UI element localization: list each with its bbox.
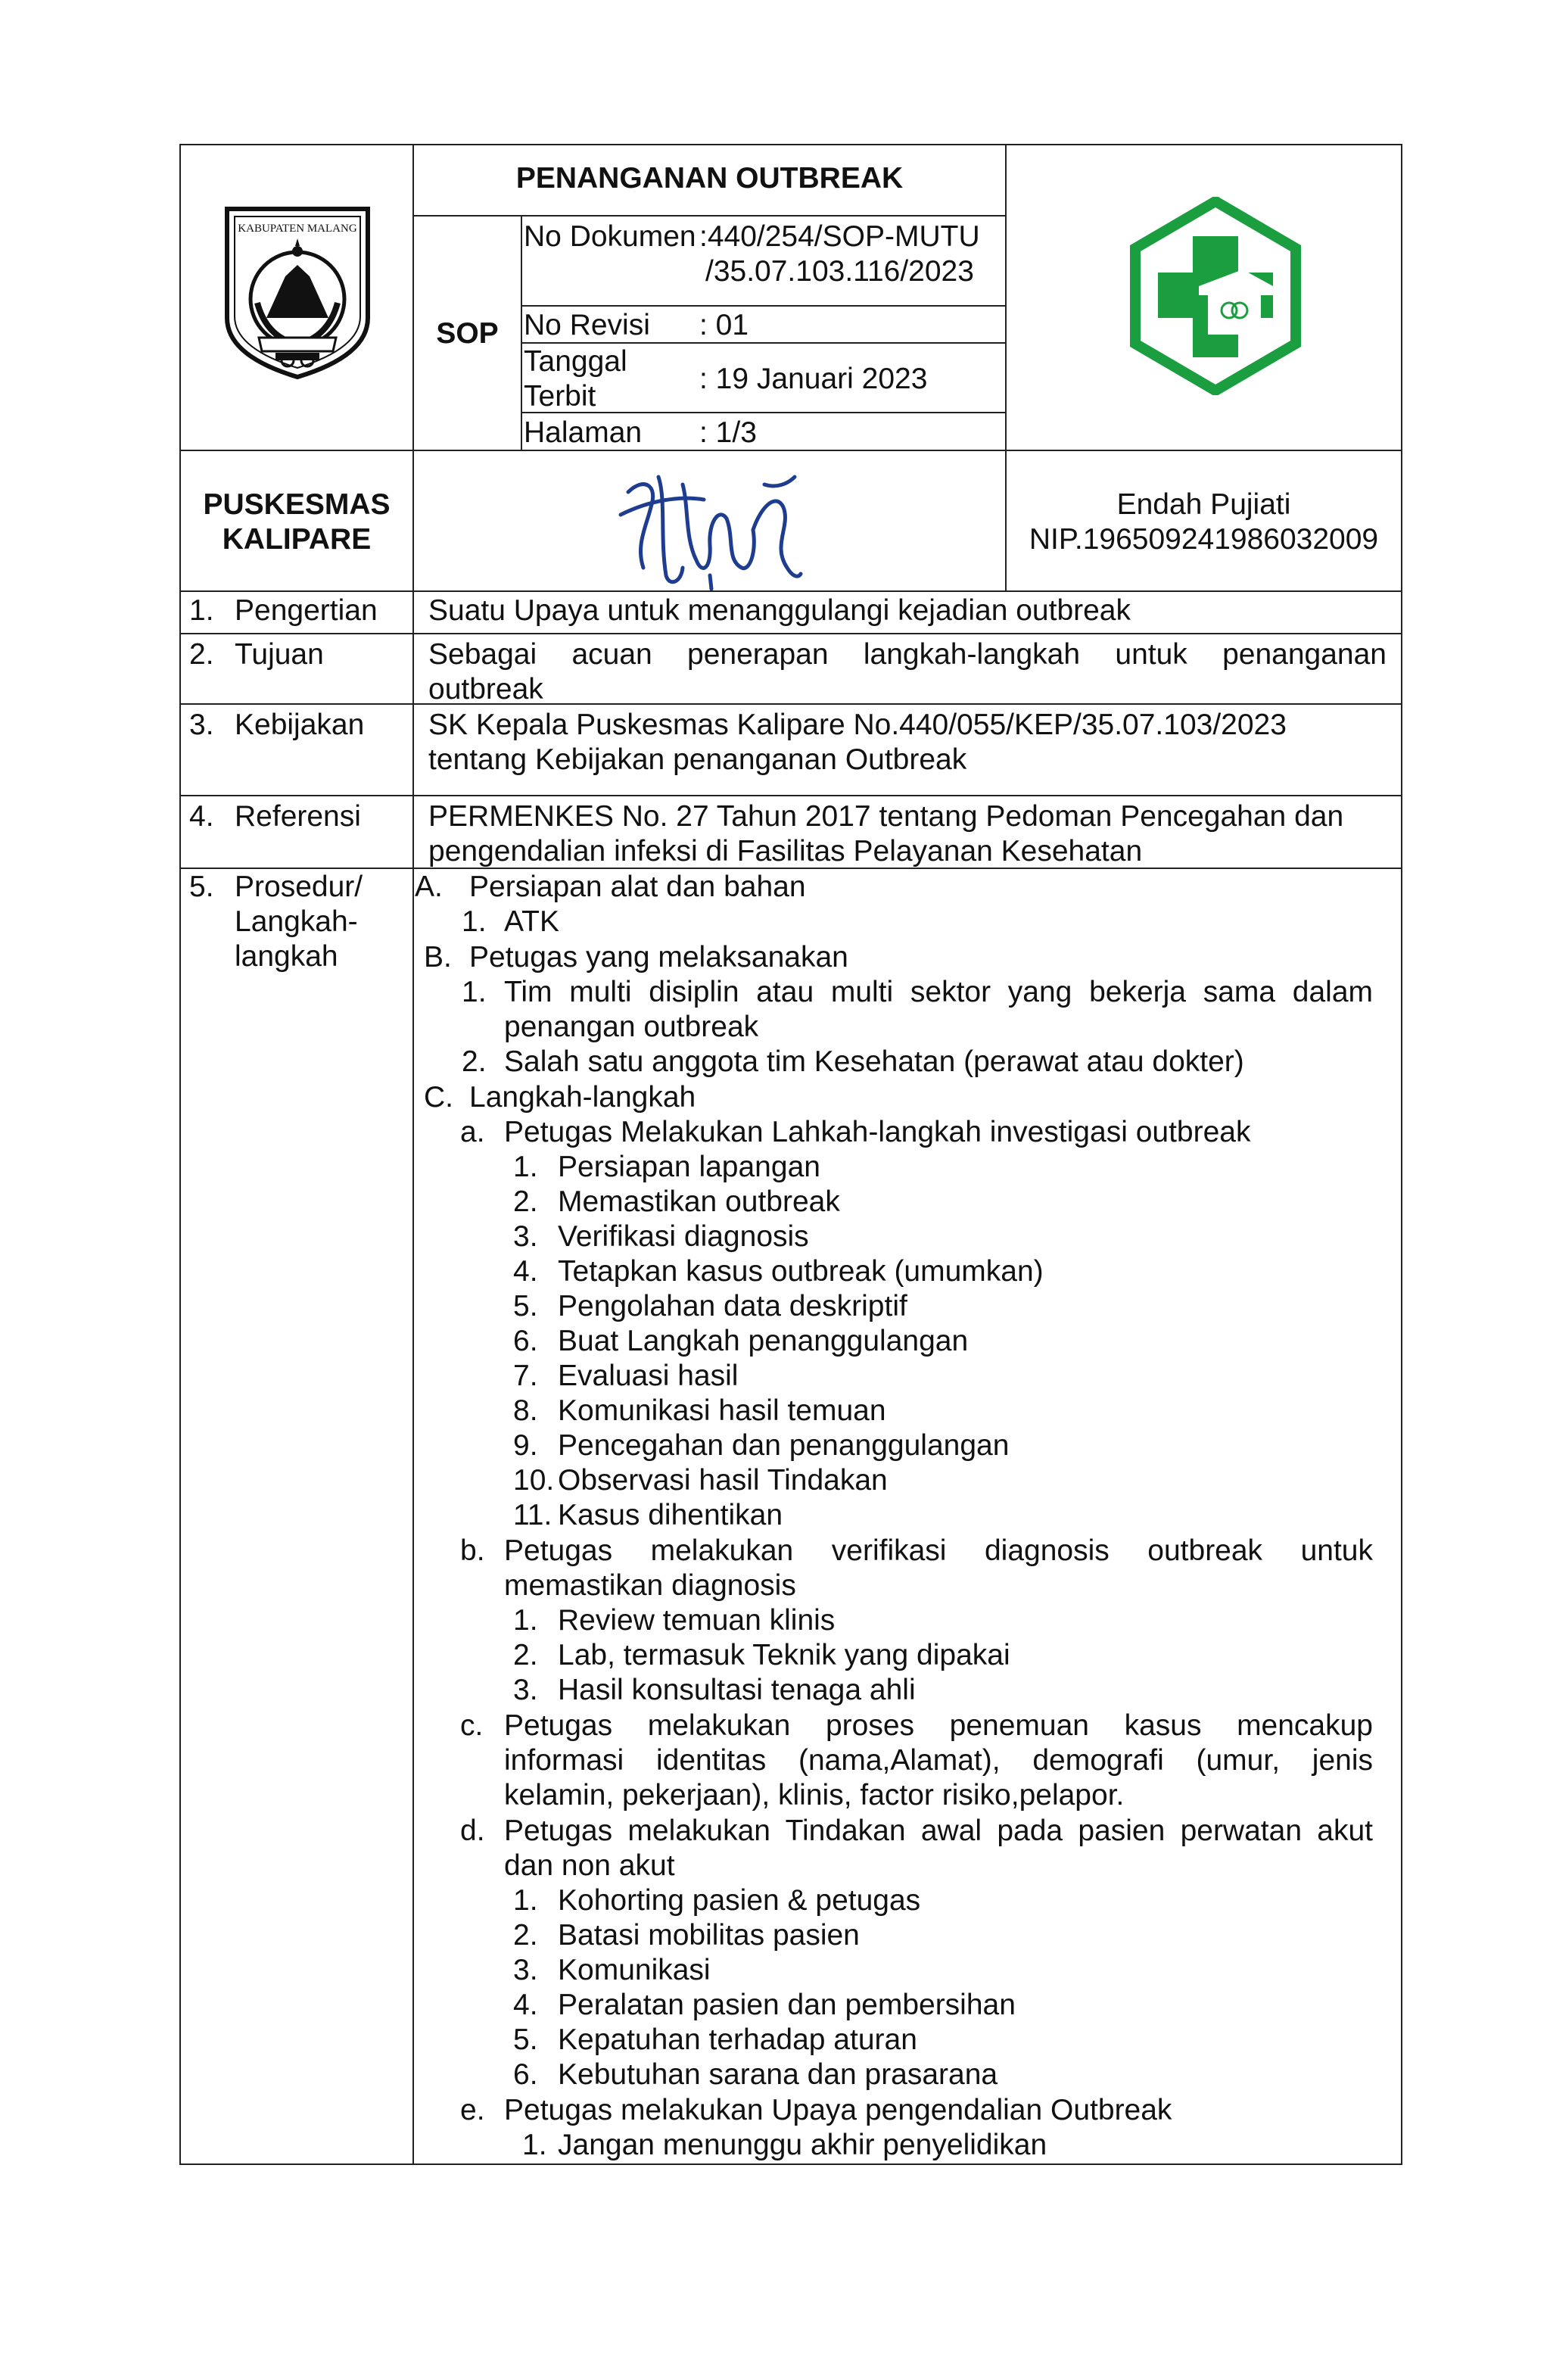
item-Cd-4-marker: 4. xyxy=(513,1989,538,2021)
item-Cb-3-marker: 3. xyxy=(513,1674,538,1706)
item-Ca-8-marker: 8. xyxy=(513,1394,538,1427)
item-Ca-8-text: Komunikasi hasil temuan xyxy=(558,1394,886,1427)
kebijakan-number: 3. xyxy=(189,709,214,741)
table-border-left xyxy=(179,144,181,2165)
item-Cd-1-marker: 1. xyxy=(513,1884,538,1917)
kebijakan-text-line2: tentang Kebijakan penanganan Outbreak xyxy=(428,743,967,776)
item-Ca-9-marker: 9. xyxy=(513,1429,538,1462)
table-border-bottom xyxy=(179,2163,1402,2165)
item-Cb-2-text: Lab, termasuk Teknik yang dipakai xyxy=(558,1639,1010,1671)
puskesmas-logo xyxy=(1129,197,1302,395)
referensi-text-line1: PERMENKES No. 27 Tahun 2017 tentang Pedoman Pencegahan dan xyxy=(428,800,1344,833)
item-Cb-marker: b. xyxy=(460,1534,485,1567)
tanggal-label-line2: Terbit xyxy=(524,380,596,413)
item-Cb-3-text: Hasil konsultasi tenaga ahli xyxy=(558,1674,916,1706)
item-Cb-text-line1: Petugas melakukan verifikasi diagnosis outbreak untuk xyxy=(504,1534,1373,1567)
column-divider-sop xyxy=(521,215,522,451)
no-dokumen-value-line2: /35.07.103.116/2023 xyxy=(705,255,974,288)
halaman-label: Halaman xyxy=(524,416,643,449)
item-B1-text-line1: Tim multi disiplin atau multi sektor yang bekerja sama dalam xyxy=(504,976,1373,1008)
item-Cd-5-marker: 5. xyxy=(513,2023,538,2056)
item-Ca-1-marker: 1. xyxy=(513,1151,538,1183)
item-Cd-6-text: Kebutuhan sarana dan prasarana xyxy=(558,2058,998,2091)
document-title: PENANGANAN OUTBREAK xyxy=(515,162,904,195)
table-border-right-top xyxy=(1401,144,1402,592)
item-Ce-marker: e. xyxy=(460,2094,485,2126)
signer-nip: NIP.196509241986032009 xyxy=(1029,523,1379,556)
row-divider-tujuan xyxy=(179,703,1402,705)
item-Ca-2-text: Memastikan outbreak xyxy=(558,1185,840,1218)
item-Cd-3-marker: 3. xyxy=(513,1954,538,1986)
puskesmas-name-line1: PUSKESMAS xyxy=(203,488,391,521)
tanggal-label-line1: Tanggal xyxy=(524,345,627,378)
item-C-text: Langkah-langkah xyxy=(469,1081,696,1114)
item-Cd-text-line1: Petugas melakukan Tindakan awal pada pasien perwatan akut xyxy=(504,1815,1373,1847)
kebijakan-text-line1: SK Kepala Puskesmas Kalipare No.440/055/KEP/35.07.103/2023 xyxy=(428,709,1287,741)
item-Ca-5-marker: 5. xyxy=(513,1290,538,1322)
item-A-text: Persiapan alat dan bahan xyxy=(469,871,806,903)
item-Ca-1-text: Persiapan lapangan xyxy=(558,1151,820,1183)
tujuan-text-line2: outbreak xyxy=(428,673,543,706)
item-Cd-5-text: Kepatuhan terhadap aturan xyxy=(558,2023,917,2056)
signature xyxy=(613,454,810,590)
item-Ca-6-marker: 6. xyxy=(513,1325,538,1357)
item-Cc-text-line1: Petugas melakukan proses penemuan kasus mencakup xyxy=(504,1709,1373,1742)
row-divider-puskesmas xyxy=(179,590,1402,592)
referensi-text-line2: pengendalian infeksi di Fasilitas Pelayanan Kesehatan xyxy=(428,835,1143,868)
referensi-label: Referensi xyxy=(235,800,361,833)
prosedur-label-line2: Langkah- xyxy=(235,905,358,938)
item-Ce-1-text: Jangan menunggu akhir penyelidikan xyxy=(558,2129,1047,2161)
halaman-value: : 1/3 xyxy=(699,416,757,449)
tujuan-label: Tujuan xyxy=(235,638,324,671)
item-A-marker: A. xyxy=(415,871,443,903)
row-divider-title xyxy=(412,215,1007,217)
item-Cd-2-marker: 2. xyxy=(513,1919,538,1952)
item-B-marker: B. xyxy=(424,941,452,973)
item-Ca-text: Petugas Melakukan Lahkah-langkah investigasi outbreak xyxy=(504,1116,1251,1148)
item-Ca-3-marker: 3. xyxy=(513,1220,538,1253)
prosedur-label-line3: langkah xyxy=(235,940,338,973)
item-Ca-10-marker: 10. xyxy=(513,1464,555,1497)
item-C-marker: C. xyxy=(424,1081,453,1114)
no-revisi-value: : 01 xyxy=(699,309,749,341)
item-Cd-4-text: Peralatan pasien dan pembersihan xyxy=(558,1989,1016,2021)
item-Ca-10-text: Observasi hasil Tindakan xyxy=(558,1464,888,1497)
pengertian-text: Suatu Upaya untuk menanggulangi kejadian outbreak xyxy=(428,594,1131,627)
item-Cd-1-text: Kohorting pasien & petugas xyxy=(558,1884,921,1917)
sop-label: SOP xyxy=(436,317,499,350)
signer-name: Endah Pujiati xyxy=(1116,488,1291,521)
item-Cd-6-marker: 6. xyxy=(513,2058,538,2091)
item-Ca-6-text: Buat Langkah penanggulangan xyxy=(558,1325,969,1357)
row-divider-kebijakan xyxy=(179,795,1402,796)
kebijakan-label: Kebijakan xyxy=(235,709,365,741)
item-B-text: Petugas yang melaksanakan xyxy=(469,941,848,973)
pengertian-label: Pengertian xyxy=(235,594,378,627)
kabupaten-malang-logo xyxy=(221,204,374,380)
item-Cb-1-marker: 1. xyxy=(513,1604,538,1637)
item-Cc-text-line2: informasi identitas (nama,Alamat), demografi (umur, jenis xyxy=(504,1744,1373,1777)
tujuan-text-line1: Sebagai acuan penerapan langkah-langkah untuk penanganan xyxy=(428,638,1387,671)
item-Cd-2-text: Batasi mobilitas pasien xyxy=(558,1919,860,1952)
item-Ca-4-marker: 4. xyxy=(513,1255,538,1288)
item-Cd-marker: d. xyxy=(460,1815,485,1847)
item-Cd-text-line2: dan non akut xyxy=(504,1849,675,1882)
item-Cc-text-line3: kelamin, pekerjaan), klinis, factor risiko,pelapor. xyxy=(504,1779,1125,1811)
no-dokumen-value-line1: :440/254/SOP-MUTU xyxy=(699,220,980,253)
item-Cb-text-line2: memastikan diagnosis xyxy=(504,1569,796,1602)
item-Ca-4-text: Tetapkan kasus outbreak (umumkan) xyxy=(558,1255,1044,1288)
no-revisi-label: No Revisi xyxy=(524,309,650,341)
svg-text:KABUPATEN MALANG: KABUPATEN MALANG xyxy=(238,223,357,235)
row-divider-pengertian xyxy=(179,633,1402,634)
item-Ce-1-marker: 1. xyxy=(522,2129,547,2161)
row-divider-nodok xyxy=(521,305,1007,307)
item-Ca-3-text: Verifikasi diagnosis xyxy=(558,1220,809,1253)
table-border-right xyxy=(1401,592,1402,2165)
pengertian-number: 1. xyxy=(189,594,214,627)
no-dokumen-label: No Dokumen xyxy=(524,220,696,253)
item-Ca-9-text: Pencegahan dan penanggulangan xyxy=(558,1429,1010,1462)
tanggal-value: : 19 Januari 2023 xyxy=(699,363,928,395)
tujuan-number: 2. xyxy=(189,638,214,671)
item-Cb-2-marker: 2. xyxy=(513,1639,538,1671)
referensi-number: 4. xyxy=(189,800,214,833)
item-Ca-5-text: Pengolahan data deskriptif xyxy=(558,1290,907,1322)
puskesmas-name-line2: KALIPARE xyxy=(222,523,372,556)
item-Ca-7-text: Evaluasi hasil xyxy=(558,1360,739,1392)
table-border-top xyxy=(179,144,1402,145)
item-Ca-11-marker: 11. xyxy=(513,1499,552,1531)
item-B2-text: Salah satu anggota tim Kesehatan (perawat atau dokter) xyxy=(504,1045,1244,1078)
item-B2-marker: 2. xyxy=(462,1045,487,1078)
row-divider-header xyxy=(179,450,1402,451)
item-Cc-marker: c. xyxy=(460,1709,484,1742)
item-A1-marker: 1. xyxy=(462,905,487,938)
item-B1-marker: 1. xyxy=(462,976,487,1008)
item-Ca-7-marker: 7. xyxy=(513,1360,538,1392)
item-Ce-text: Petugas melakukan Upaya pengendalian Outbreak xyxy=(504,2094,1172,2126)
item-B1-text-line2: penangan outbreak xyxy=(504,1011,759,1043)
prosedur-number: 5. xyxy=(189,871,214,903)
item-Ca-2-marker: 2. xyxy=(513,1185,538,1218)
item-A1-text: ATK xyxy=(504,905,559,938)
item-Ca-11-text: Kasus dihentikan xyxy=(558,1499,783,1531)
column-divider-1 xyxy=(412,144,414,2165)
item-Cb-1-text: Review temuan klinis xyxy=(558,1604,836,1637)
item-Cd-3-text: Komunikasi xyxy=(558,1954,711,1986)
item-Ca-marker: a. xyxy=(460,1116,485,1148)
prosedur-label-line1: Prosedur/ xyxy=(235,871,363,903)
